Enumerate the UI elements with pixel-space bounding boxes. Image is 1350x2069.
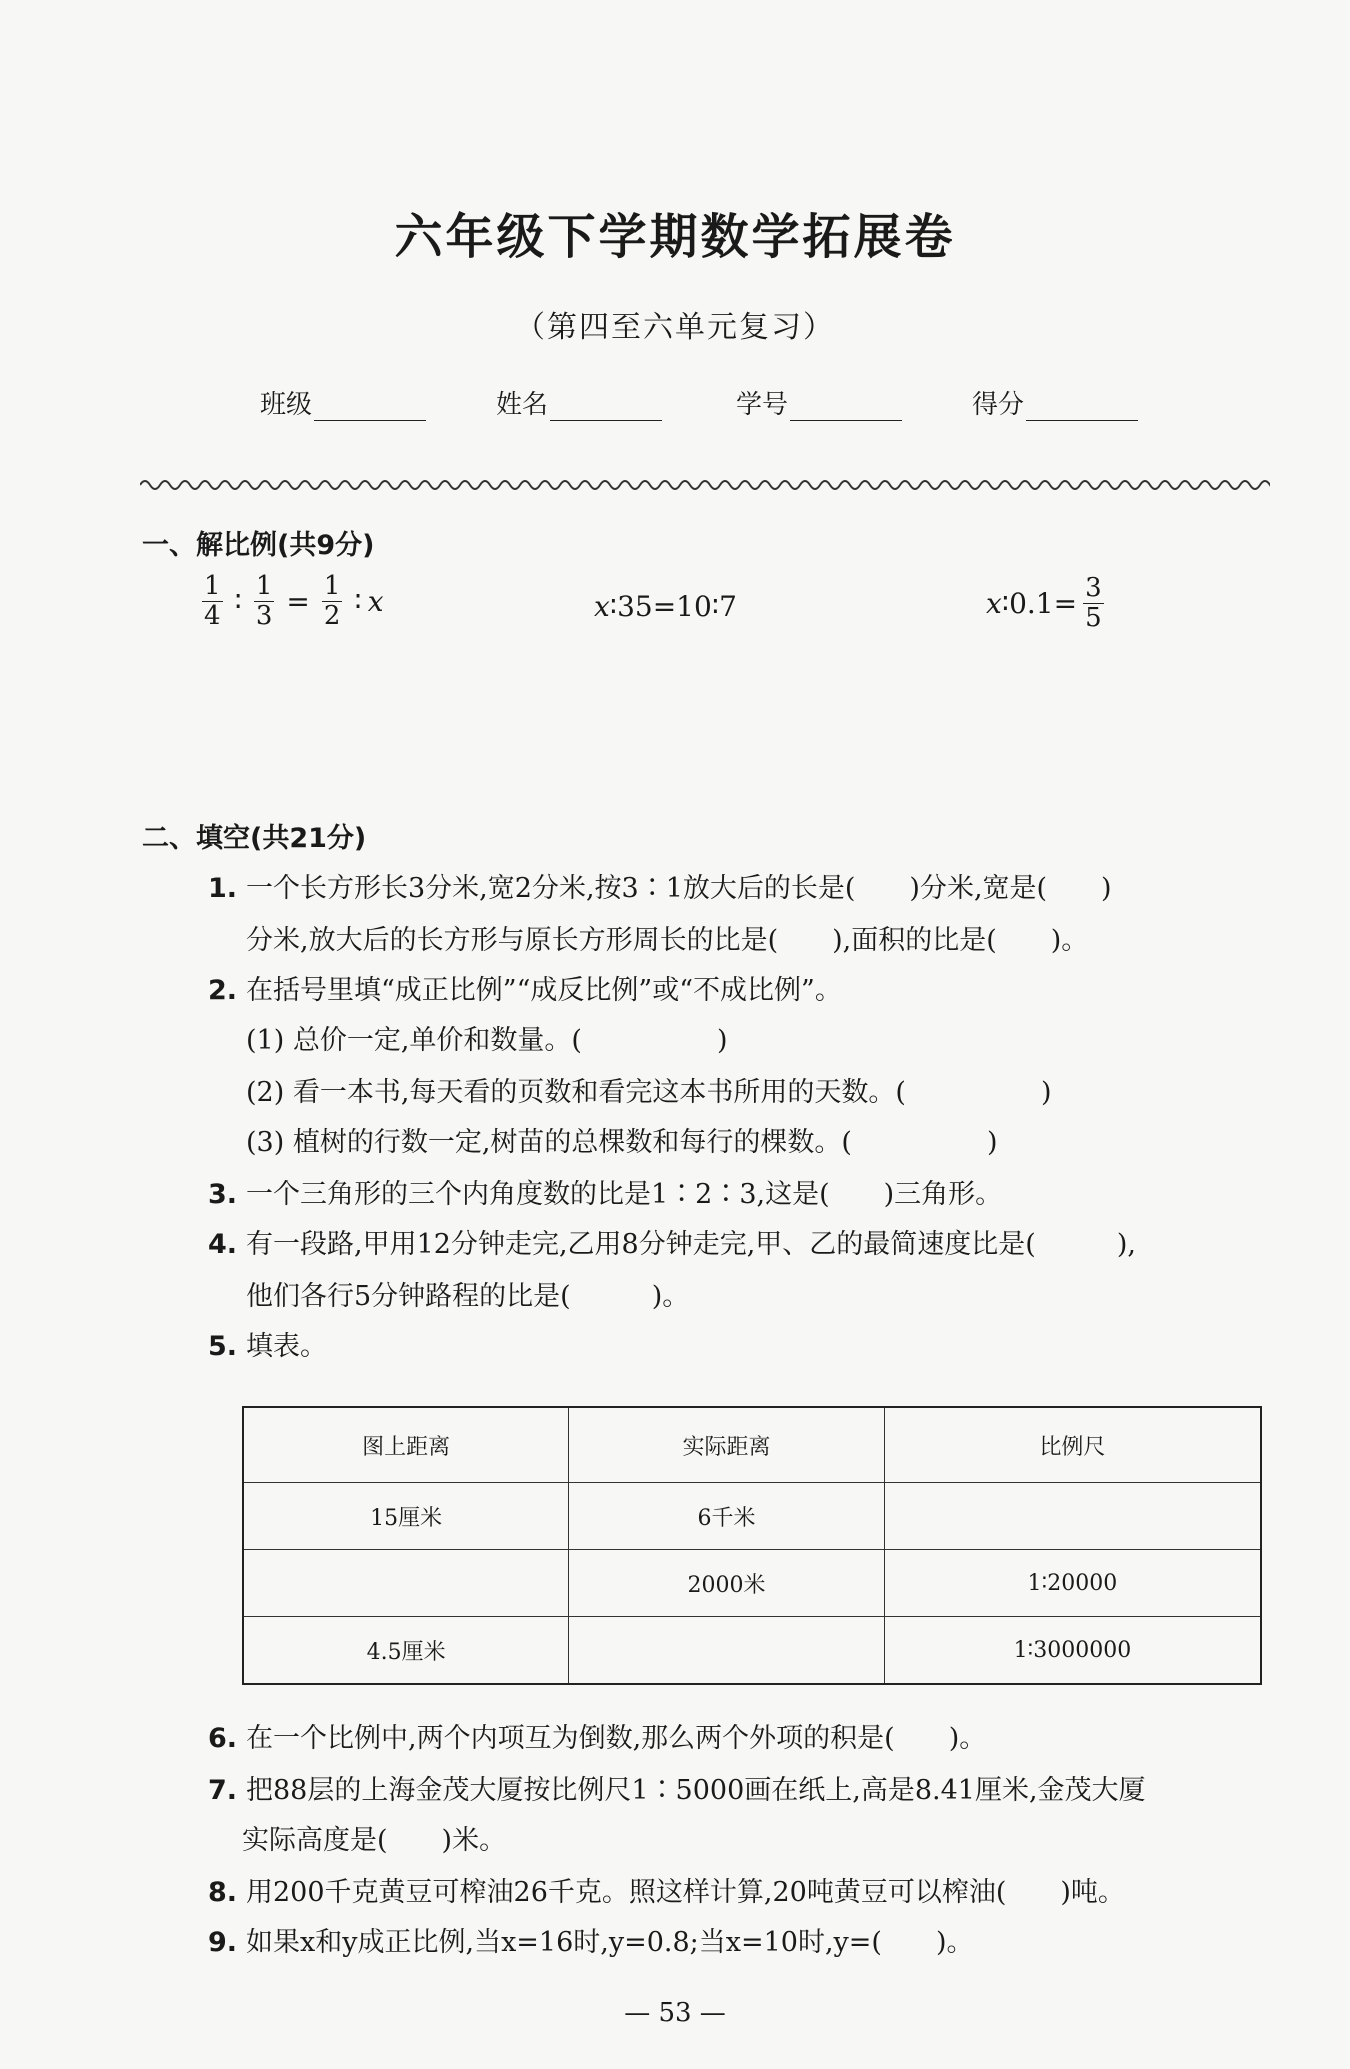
proportion-eq2: x ∶35=10∶7 bbox=[594, 590, 737, 623]
proportion-eq1: $\frac{1}{4}$ ∶ $\frac{1}{3}$ = $\frac{1}{2}$ ∶ x bbox=[204, 571, 384, 631]
question-7-cont: 实际高度是( )米。 bbox=[242, 1825, 507, 1856]
table-cell: 2000米 bbox=[569, 1550, 885, 1617]
fraction-1-3: $\frac{1}{3}$ bbox=[255, 571, 273, 631]
wavy-divider bbox=[140, 474, 1270, 496]
number-label: 学号 bbox=[736, 390, 789, 420]
table-cell: 6千米 bbox=[569, 1483, 885, 1550]
score-label: 得分 bbox=[972, 390, 1025, 420]
fraction-1-2: $\frac{1}{2}$ bbox=[323, 571, 341, 631]
class-blank[interactable] bbox=[314, 394, 426, 421]
question-4: 4. 有一段路,甲用12分钟走完,乙用8分钟走完,甲、乙的最简速度比是( ), bbox=[208, 1229, 1136, 1260]
question-2-sub3: (3) 植树的行数一定,树苗的总棵数和每行的棵数。( ) bbox=[246, 1127, 998, 1158]
question-4-cont: 他们各行5分钟路程的比是( )。 bbox=[246, 1281, 690, 1312]
question-7: 7. 把88层的上海金茂大厦按比例尺1∶5000画在纸上,高是8.41厘米,金茂大厦 bbox=[208, 1775, 1146, 1806]
question-1-cont: 分米,放大后的长方形与原长方形周长的比是( ),面积的比是( )。 bbox=[246, 925, 1089, 956]
header-scale: 比例尺 bbox=[884, 1407, 1261, 1483]
question-2: 2. 在括号里填“成正比例”“成反比例”或“不成比例”。 bbox=[208, 975, 842, 1006]
fraction-1-4: $\frac{1}{4}$ bbox=[204, 571, 221, 631]
scale-table bbox=[242, 1406, 1262, 1685]
number-blank[interactable] bbox=[790, 394, 902, 421]
question-8: 8. 用200千克黄豆可榨油26千克。照这样计算,20吨黄豆可以榨油( )吨。 bbox=[208, 1877, 1125, 1908]
question-6: 6. 在一个比例中,两个内项互为倒数,那么两个外项的积是( )。 bbox=[208, 1723, 987, 1754]
fraction-3-5: $\frac{3}{5}$ bbox=[1085, 573, 1102, 633]
header-map-distance: 图上距离 bbox=[243, 1407, 569, 1483]
table-row bbox=[243, 1550, 1261, 1617]
page-subtitle: （第四至六单元复习） bbox=[515, 310, 835, 345]
score-blank[interactable] bbox=[1026, 394, 1138, 421]
table-cell: 1∶3000000 bbox=[884, 1617, 1261, 1685]
number-field bbox=[736, 384, 902, 421]
score-field bbox=[972, 384, 1138, 421]
name-label: 姓名 bbox=[496, 390, 549, 420]
name-blank[interactable] bbox=[550, 394, 662, 421]
class-field bbox=[260, 384, 426, 421]
page-number: — 53 — bbox=[624, 1998, 726, 2028]
table-cell-blank[interactable] bbox=[569, 1617, 885, 1685]
table-cell-blank[interactable] bbox=[243, 1550, 569, 1617]
table-cell: 1∶20000 bbox=[884, 1550, 1261, 1617]
question-9: 9. 如果x和y成正比例,当x=16时,y=0.8;当x=10时,y=( )。 bbox=[208, 1927, 974, 1958]
page-title: 六年级下学期数学拓展卷 bbox=[394, 209, 956, 265]
question-1: 1. 一个长方形长3分米,宽2分米,按3∶1放大后的长是( )分米,宽是( ) bbox=[208, 873, 1112, 904]
table-row bbox=[243, 1617, 1261, 1685]
class-label: 班级 bbox=[260, 390, 313, 420]
table-cell-blank[interactable] bbox=[884, 1483, 1261, 1550]
proportion-eq3: x ∶0.1= $\frac{3}{5}$ bbox=[986, 573, 1102, 633]
table-cell: 15厘米 bbox=[243, 1483, 569, 1550]
table-header-row bbox=[243, 1407, 1261, 1483]
table-cell: 4.5厘米 bbox=[243, 1617, 569, 1685]
question-2-sub2: (2) 看一本书,每天看的页数和看完这本书所用的天数。( ) bbox=[246, 1077, 1052, 1108]
question-2-sub1: (1) 总价一定,单价和数量。( ) bbox=[246, 1025, 728, 1056]
question-5: 5. 填表。 bbox=[208, 1331, 327, 1362]
header-actual-distance: 实际距离 bbox=[569, 1407, 885, 1483]
table-row bbox=[243, 1483, 1261, 1550]
name-field bbox=[496, 384, 662, 421]
question-3: 3. 一个三角形的三个内角度数的比是1∶2∶3,这是( )三角形。 bbox=[208, 1179, 1003, 1210]
section1-title: 一、解比例(共9分) bbox=[142, 530, 375, 561]
section2-title: 二、填空(共21分) bbox=[142, 823, 367, 854]
